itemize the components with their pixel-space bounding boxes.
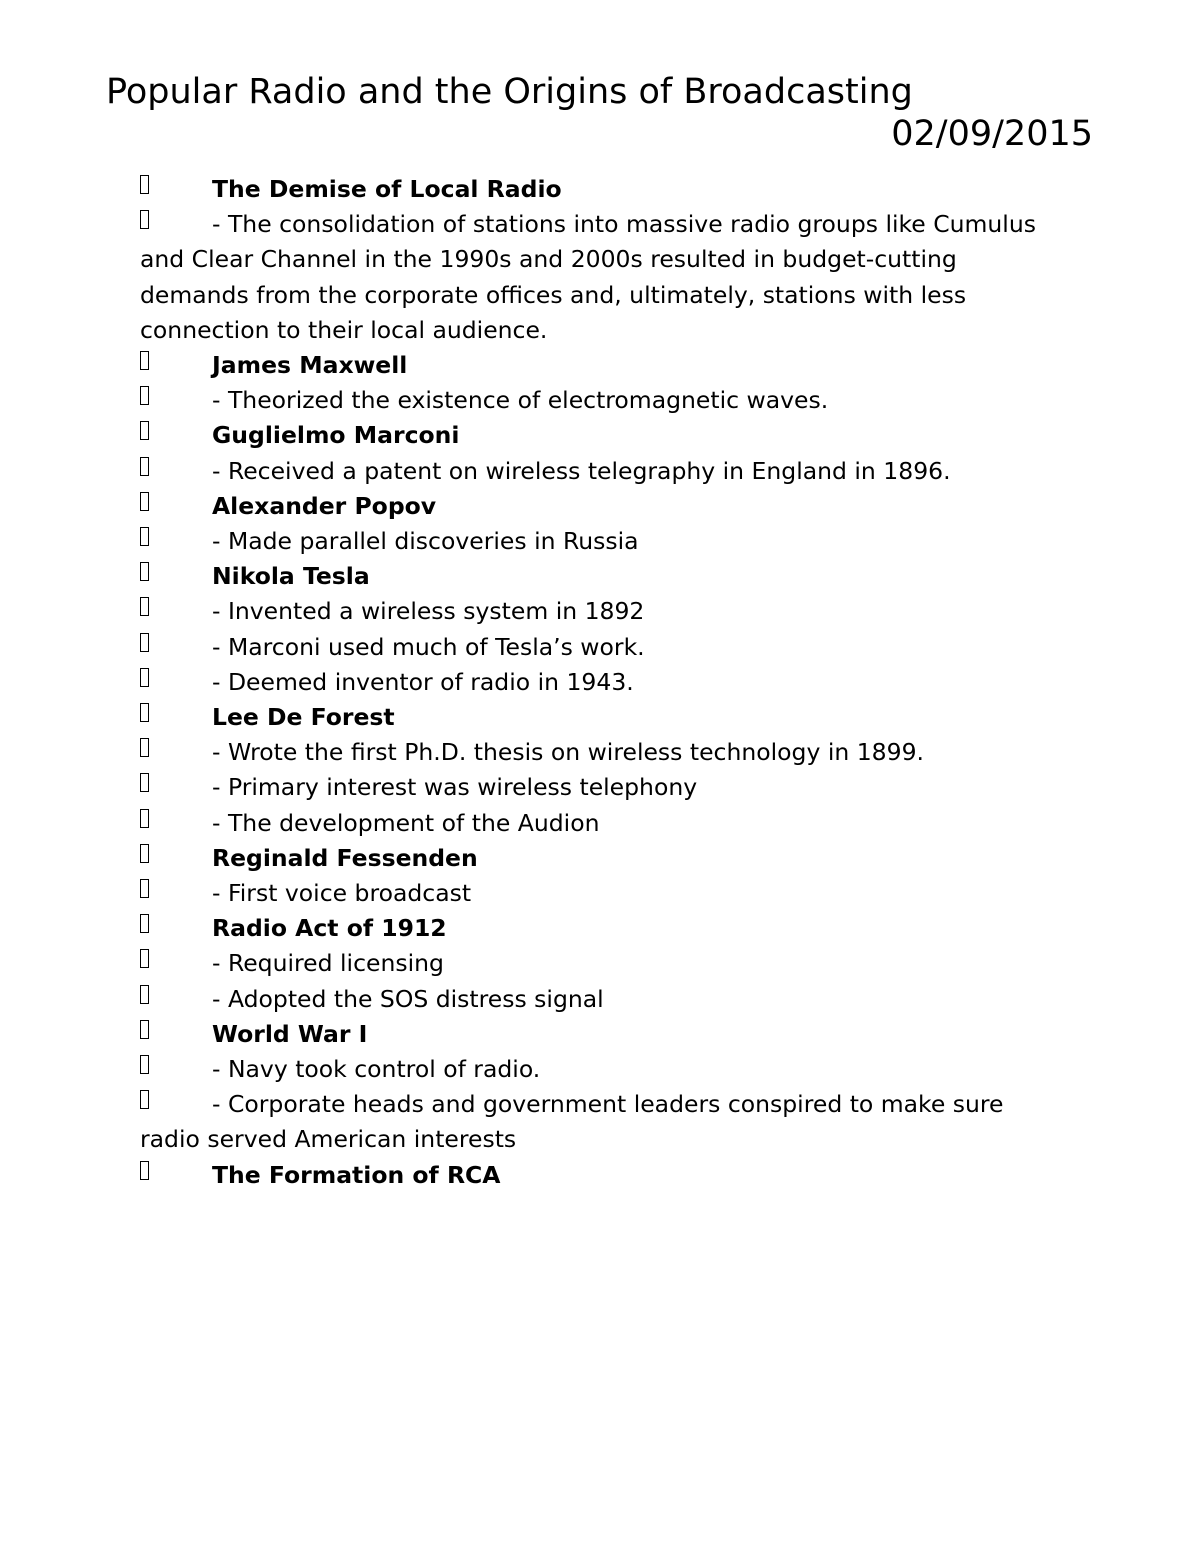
- note-item-text: - The development of the Audion: [212, 808, 600, 837]
- missing-glyph-bullet-icon: [140, 1052, 154, 1082]
- note-item: [140, 1087, 1060, 1157]
- note-item: [140, 806, 1060, 841]
- note-item: [140, 594, 1060, 629]
- missing-glyph-bullet-icon: [140, 911, 154, 941]
- missing-glyph-bullet-icon: [140, 982, 154, 1012]
- document-date: 02/09/2015: [891, 114, 1093, 154]
- notes-list: [140, 172, 1060, 1193]
- note-heading-text: Lee De Forest: [212, 703, 395, 732]
- missing-glyph-bullet-icon: [140, 770, 154, 800]
- document-title: Popular Radio and the Origins of Broadcasting: [106, 72, 913, 112]
- missing-glyph-bullet-icon: [140, 383, 154, 413]
- note-heading: [140, 489, 1060, 524]
- note-heading: [140, 418, 1060, 453]
- note-item: [140, 524, 1060, 559]
- note-item-text: - Marconi used much of Tesla’s work.: [212, 632, 645, 661]
- note-heading: [140, 1017, 1060, 1052]
- note-heading: [140, 172, 1060, 207]
- note-heading: [140, 1158, 1060, 1193]
- missing-glyph-bullet-icon: [140, 841, 154, 871]
- note-item-text: - Made parallel discoveries in Russia: [212, 527, 639, 556]
- missing-glyph-bullet-icon: [140, 454, 154, 484]
- note-item-text: - Corporate heads and government leaders conspired to make sure radio served American interests: [140, 1090, 1004, 1154]
- note-heading-text: The Demise of Local Radio: [212, 175, 562, 203]
- missing-glyph-bullet-icon: [140, 876, 154, 906]
- note-heading-text: Nikola Tesla: [212, 562, 370, 591]
- note-heading: [140, 911, 1060, 946]
- missing-glyph-bullet-icon: [140, 207, 154, 237]
- note-item-text: - Invented a wireless system in 1892: [212, 597, 645, 626]
- note-item-text: - Deemed inventor of radio in 1943.: [212, 667, 634, 696]
- missing-glyph-bullet-icon: [140, 946, 154, 976]
- note-heading: [140, 700, 1060, 735]
- missing-glyph-bullet-icon: [140, 1087, 154, 1117]
- note-item: [140, 982, 1060, 1017]
- note-item: [140, 876, 1060, 911]
- note-heading-text: World War I: [212, 1019, 368, 1048]
- missing-glyph-bullet-icon: [140, 806, 154, 836]
- note-heading: [140, 348, 1060, 383]
- missing-glyph-bullet-icon: [140, 1158, 154, 1188]
- note-item-text: - Primary interest was wireless telephony: [212, 773, 698, 802]
- note-item-text: - The consolidation of stations into massive radio groups like Cumulus and Clear Channel in the 1990s and 2000s resulted in budget-cutting demands from the corporate offices and, ultimately, stations with less connection to their local audience.: [140, 210, 1036, 344]
- note-item-text: - First voice broadcast: [212, 879, 472, 908]
- missing-glyph-bullet-icon: [140, 418, 154, 448]
- missing-glyph-bullet-icon: [140, 1017, 154, 1047]
- note-item: [140, 1052, 1060, 1087]
- note-heading-text: The Formation of RCA: [212, 1160, 501, 1189]
- note-item: [140, 383, 1060, 418]
- note-item: [140, 630, 1060, 665]
- note-item: [140, 735, 1060, 770]
- note-item: [140, 770, 1060, 805]
- missing-glyph-bullet-icon: [140, 489, 154, 519]
- note-heading: [140, 559, 1060, 594]
- note-item-text: - Received a patent on wireless telegraphy in England in 1896.: [212, 456, 951, 485]
- missing-glyph-bullet-icon: [140, 630, 154, 660]
- missing-glyph-bullet-icon: [140, 700, 154, 730]
- note-item: [140, 454, 1060, 489]
- note-heading-text: Reginald Fessenden: [212, 843, 478, 872]
- note-heading-text: Radio Act of 1912: [212, 914, 447, 943]
- missing-glyph-bullet-icon: [140, 524, 154, 554]
- note-item: [140, 207, 1060, 348]
- missing-glyph-bullet-icon: [140, 172, 154, 202]
- note-item-text: - Required licensing: [212, 949, 444, 978]
- note-heading: [140, 841, 1060, 876]
- missing-glyph-bullet-icon: [140, 559, 154, 589]
- note-item: [140, 665, 1060, 700]
- missing-glyph-bullet-icon: [140, 348, 154, 378]
- note-item-text: - Wrote the first Ph.D. thesis on wireless technology in 1899.: [212, 738, 925, 767]
- missing-glyph-bullet-icon: [140, 594, 154, 624]
- note-heading-text: Guglielmo Marconi: [212, 421, 460, 450]
- note-heading-text: Alexander Popov: [212, 491, 437, 520]
- note-item-text: - Navy took control of radio.: [212, 1055, 541, 1084]
- note-heading-text: James Maxwell: [212, 351, 408, 380]
- missing-glyph-bullet-icon: [140, 665, 154, 695]
- note-item-text: - Adopted the SOS distress signal: [212, 984, 604, 1013]
- note-item-text: - Theorized the existence of electromagnetic waves.: [212, 386, 829, 415]
- note-item: [140, 946, 1060, 981]
- missing-glyph-bullet-icon: [140, 735, 154, 765]
